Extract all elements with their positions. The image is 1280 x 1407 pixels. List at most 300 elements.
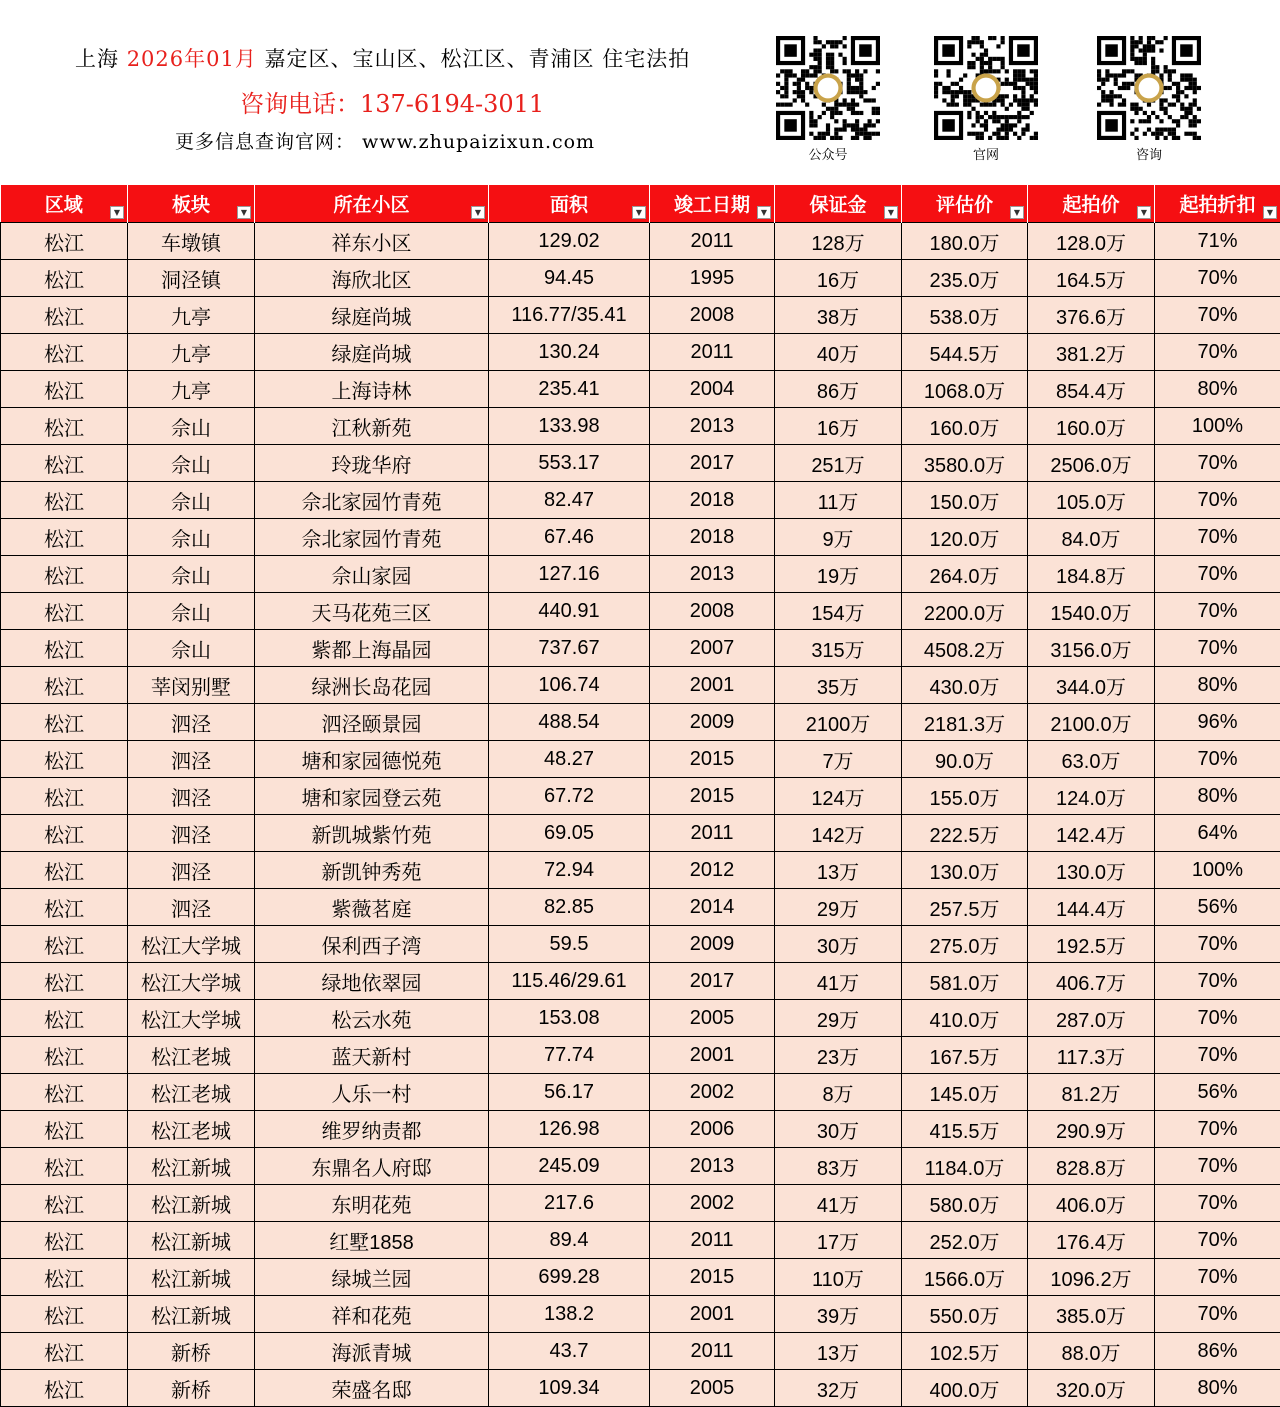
table-row bbox=[1, 1148, 1280, 1185]
column-header-label: 起拍价 bbox=[1062, 194, 1119, 216]
table-cell: 155.0万 bbox=[902, 778, 1028, 815]
table-row bbox=[1, 741, 1280, 778]
table-row bbox=[1, 445, 1280, 482]
table-cell: 松江 bbox=[1, 556, 128, 593]
table-cell: 松江新城 bbox=[128, 1185, 255, 1222]
table-cell: 43.7 bbox=[489, 1333, 650, 1370]
table-cell: 1566.0万 bbox=[902, 1259, 1028, 1296]
table-cell: 松江老城 bbox=[128, 1074, 255, 1111]
table-cell: 70% bbox=[1155, 334, 1280, 371]
table-cell: 1096.2万 bbox=[1028, 1259, 1155, 1296]
table-cell: 松江 bbox=[1, 223, 128, 260]
table-cell: 70% bbox=[1155, 482, 1280, 519]
table-cell: 30万 bbox=[775, 1111, 902, 1148]
column-header bbox=[902, 185, 1028, 223]
table-cell: 580.0万 bbox=[902, 1185, 1028, 1222]
column-header bbox=[489, 185, 650, 223]
table-body bbox=[1, 223, 1280, 1407]
table-cell: 2100.0万 bbox=[1028, 704, 1155, 741]
table-cell: 16万 bbox=[775, 260, 902, 297]
table-row bbox=[1, 408, 1280, 445]
table-cell: 83万 bbox=[775, 1148, 902, 1185]
table-cell: 东明花苑 bbox=[255, 1185, 489, 1222]
table-cell: 102.5万 bbox=[902, 1333, 1028, 1370]
table-cell: 2017 bbox=[650, 445, 775, 482]
table-cell: 紫薇茗庭 bbox=[255, 889, 489, 926]
page-header bbox=[0, 0, 1280, 185]
table-row bbox=[1, 1111, 1280, 1148]
table-cell: 70% bbox=[1155, 1148, 1280, 1185]
table-cell: 80% bbox=[1155, 778, 1280, 815]
table-cell: 泗泾 bbox=[128, 778, 255, 815]
table-cell: 71% bbox=[1155, 223, 1280, 260]
table-cell: 2013 bbox=[650, 408, 775, 445]
table-row bbox=[1, 667, 1280, 704]
table-cell: 松江 bbox=[1, 778, 128, 815]
table-cell: 2009 bbox=[650, 704, 775, 741]
table-cell: 1068.0万 bbox=[902, 371, 1028, 408]
table-cell: 245.09 bbox=[489, 1148, 650, 1185]
table-cell: 2011 bbox=[650, 1222, 775, 1259]
table-row bbox=[1, 1296, 1280, 1333]
table-cell: 天马花苑三区 bbox=[255, 593, 489, 630]
table-cell: 70% bbox=[1155, 519, 1280, 556]
column-header bbox=[255, 185, 489, 223]
table-cell: 80% bbox=[1155, 1370, 1280, 1407]
filter-dropdown-icon[interactable]: ▼ bbox=[471, 206, 485, 219]
table-cell: 82.47 bbox=[489, 482, 650, 519]
table-cell: 蓝天新村 bbox=[255, 1037, 489, 1074]
table-cell: 38万 bbox=[775, 297, 902, 334]
table-cell: 82.85 bbox=[489, 889, 650, 926]
title-suffix: 嘉定区、宝山区、松江区、青浦区 住宅法拍 bbox=[265, 47, 691, 71]
table-cell: 松江 bbox=[1, 852, 128, 889]
table-cell: 2005 bbox=[650, 1370, 775, 1407]
table-cell: 100% bbox=[1155, 852, 1280, 889]
table-cell: 32万 bbox=[775, 1370, 902, 1407]
table-cell: 车墩镇 bbox=[128, 223, 255, 260]
table-cell: 松江 bbox=[1, 519, 128, 556]
table-cell: 124.0万 bbox=[1028, 778, 1155, 815]
table-cell: 40万 bbox=[775, 334, 902, 371]
table-row bbox=[1, 852, 1280, 889]
table-cell: 109.34 bbox=[489, 1370, 650, 1407]
table-cell: 泗泾 bbox=[128, 852, 255, 889]
column-header-label: 板块 bbox=[172, 194, 210, 216]
table-cell: 16万 bbox=[775, 408, 902, 445]
table-cell: 90.0万 bbox=[902, 741, 1028, 778]
table-cell: 松江 bbox=[1, 1185, 128, 1222]
table-row bbox=[1, 704, 1280, 741]
table-cell: 松江 bbox=[1, 630, 128, 667]
table-row bbox=[1, 1074, 1280, 1111]
table-cell: 70% bbox=[1155, 926, 1280, 963]
table-cell: 2011 bbox=[650, 1333, 775, 1370]
table-cell: 佘山 bbox=[128, 593, 255, 630]
table-row bbox=[1, 371, 1280, 408]
qr-code-icon bbox=[1097, 36, 1201, 140]
column-header bbox=[650, 185, 775, 223]
column-header-label: 面积 bbox=[550, 194, 588, 216]
table-cell: 39万 bbox=[775, 1296, 902, 1333]
table-cell: 138.2 bbox=[489, 1296, 650, 1333]
table-cell: 佘山 bbox=[128, 556, 255, 593]
filter-dropdown-icon[interactable]: ▼ bbox=[1263, 206, 1277, 219]
table-cell: 290.9万 bbox=[1028, 1111, 1155, 1148]
table-cell: 松江 bbox=[1, 1259, 128, 1296]
table-cell: 115.46/29.61 bbox=[489, 963, 650, 1000]
table-cell: 九亭 bbox=[128, 297, 255, 334]
qr-consult[interactable] bbox=[1097, 36, 1201, 163]
table-cell: 泗泾 bbox=[128, 704, 255, 741]
table-cell: 松江新城 bbox=[128, 1222, 255, 1259]
table-cell: 252.0万 bbox=[902, 1222, 1028, 1259]
table-cell: 160.0万 bbox=[1028, 408, 1155, 445]
table-cell: 41万 bbox=[775, 963, 902, 1000]
table-cell: 2011 bbox=[650, 334, 775, 371]
table-cell: 2017 bbox=[650, 963, 775, 1000]
qr-official-account[interactable] bbox=[776, 36, 880, 163]
table-cell: 89.4 bbox=[489, 1222, 650, 1259]
table-cell: 145.0万 bbox=[902, 1074, 1028, 1111]
filter-dropdown-icon[interactable]: ▼ bbox=[1137, 206, 1151, 219]
column-header-label: 区域 bbox=[45, 194, 83, 216]
table-cell: 415.5万 bbox=[902, 1111, 1028, 1148]
table-cell: 160.0万 bbox=[902, 408, 1028, 445]
table-cell: 松江老城 bbox=[128, 1037, 255, 1074]
table-cell: 2200.0万 bbox=[902, 593, 1028, 630]
column-header-label: 竣工日期 bbox=[674, 194, 750, 216]
table-cell: 松江 bbox=[1, 593, 128, 630]
table-cell: 新凯城紫竹苑 bbox=[255, 815, 489, 852]
table-cell: 77.74 bbox=[489, 1037, 650, 1074]
table-cell: 2009 bbox=[650, 926, 775, 963]
table-cell: 737.67 bbox=[489, 630, 650, 667]
table-cell: 绿洲长岛花园 bbox=[255, 667, 489, 704]
table-cell: 人乐一村 bbox=[255, 1074, 489, 1111]
table-cell: 142万 bbox=[775, 815, 902, 852]
table-cell: 381.2万 bbox=[1028, 334, 1155, 371]
table-cell: 544.5万 bbox=[902, 334, 1028, 371]
table-cell: 440.91 bbox=[489, 593, 650, 630]
column-header bbox=[128, 185, 255, 223]
table-cell: 550.0万 bbox=[902, 1296, 1028, 1333]
table-cell: 松江新城 bbox=[128, 1296, 255, 1333]
filter-dropdown-icon[interactable]: ▼ bbox=[1010, 206, 1024, 219]
table-header-row bbox=[1, 185, 1280, 223]
column-header-label: 评估价 bbox=[936, 194, 993, 216]
table-cell: 松江 bbox=[1, 260, 128, 297]
table-cell: 泗泾 bbox=[128, 741, 255, 778]
table-cell: 127.16 bbox=[489, 556, 650, 593]
table-cell: 126.98 bbox=[489, 1111, 650, 1148]
table-cell: 142.4万 bbox=[1028, 815, 1155, 852]
table-cell: 海欣北区 bbox=[255, 260, 489, 297]
table-row bbox=[1, 519, 1280, 556]
table-cell: 385.0万 bbox=[1028, 1296, 1155, 1333]
table-cell: 海派青城 bbox=[255, 1333, 489, 1370]
table-cell: 105.0万 bbox=[1028, 482, 1155, 519]
table-cell: 48.27 bbox=[489, 741, 650, 778]
table-cell: 144.4万 bbox=[1028, 889, 1155, 926]
table-cell: 松江 bbox=[1, 1074, 128, 1111]
table-cell: 佘北家园竹青苑 bbox=[255, 482, 489, 519]
table-cell: 松江 bbox=[1, 1296, 128, 1333]
table-cell: 164.5万 bbox=[1028, 260, 1155, 297]
table-cell: 新桥 bbox=[128, 1370, 255, 1407]
table-cell: 153.08 bbox=[489, 1000, 650, 1037]
table-cell: 泗泾颐景园 bbox=[255, 704, 489, 741]
table-cell: 406.7万 bbox=[1028, 963, 1155, 1000]
table-cell: 150.0万 bbox=[902, 482, 1028, 519]
table-cell: 67.46 bbox=[489, 519, 650, 556]
table-row bbox=[1, 1259, 1280, 1296]
auction-table bbox=[0, 185, 1280, 1407]
table-cell: 251万 bbox=[775, 445, 902, 482]
filter-dropdown-icon[interactable]: ▼ bbox=[110, 206, 124, 219]
table-cell: 松江 bbox=[1, 963, 128, 1000]
table-cell: 洞泾镇 bbox=[128, 260, 255, 297]
table-cell: 8万 bbox=[775, 1074, 902, 1111]
table-cell: 松江 bbox=[1, 1037, 128, 1074]
table-cell: 130.24 bbox=[489, 334, 650, 371]
table-cell: 35万 bbox=[775, 667, 902, 704]
table-cell: 2008 bbox=[650, 593, 775, 630]
table-cell: 180.0万 bbox=[902, 223, 1028, 260]
table-cell: 松江 bbox=[1, 1148, 128, 1185]
table-cell: 264.0万 bbox=[902, 556, 1028, 593]
table-cell: 松江新城 bbox=[128, 1148, 255, 1185]
table-cell: 128.0万 bbox=[1028, 223, 1155, 260]
table-cell: 2014 bbox=[650, 889, 775, 926]
table-cell: 江秋新苑 bbox=[255, 408, 489, 445]
filter-dropdown-icon[interactable]: ▼ bbox=[237, 206, 251, 219]
table-cell: 荣盛名邸 bbox=[255, 1370, 489, 1407]
table-cell: 406.0万 bbox=[1028, 1185, 1155, 1222]
table-cell: 699.28 bbox=[489, 1259, 650, 1296]
table-row bbox=[1, 1333, 1280, 1370]
table-cell: 2015 bbox=[650, 1259, 775, 1296]
table-cell: 2002 bbox=[650, 1185, 775, 1222]
table-cell: 23万 bbox=[775, 1037, 902, 1074]
table-cell: 120.0万 bbox=[902, 519, 1028, 556]
page-title bbox=[75, 43, 690, 73]
table-cell: 2002 bbox=[650, 1074, 775, 1111]
table-row bbox=[1, 297, 1280, 334]
table-cell: 117.3万 bbox=[1028, 1037, 1155, 1074]
table-cell: 29万 bbox=[775, 889, 902, 926]
title-date: 2026年01月 bbox=[127, 47, 257, 71]
table-cell: 2015 bbox=[650, 778, 775, 815]
table-cell: 130.0万 bbox=[1028, 852, 1155, 889]
table-cell: 70% bbox=[1155, 630, 1280, 667]
table-cell: 2008 bbox=[650, 297, 775, 334]
table-cell: 222.5万 bbox=[902, 815, 1028, 852]
table-cell: 松云水苑 bbox=[255, 1000, 489, 1037]
table-cell: 绿庭尚城 bbox=[255, 297, 489, 334]
table-cell: 2013 bbox=[650, 556, 775, 593]
table-cell: 410.0万 bbox=[902, 1000, 1028, 1037]
table-cell: 400.0万 bbox=[902, 1370, 1028, 1407]
table-cell: 佘山 bbox=[128, 408, 255, 445]
table-cell: 2015 bbox=[650, 741, 775, 778]
table-cell: 106.74 bbox=[489, 667, 650, 704]
table-cell: 松江大学城 bbox=[128, 963, 255, 1000]
table-cell: 松江老城 bbox=[128, 1111, 255, 1148]
table-cell: 70% bbox=[1155, 1037, 1280, 1074]
table-cell: 2011 bbox=[650, 223, 775, 260]
qr-code-icon bbox=[776, 36, 880, 140]
filter-dropdown-icon[interactable]: ▼ bbox=[884, 206, 898, 219]
table-cell: 松江 bbox=[1, 371, 128, 408]
table-cell: 116.77/35.41 bbox=[489, 297, 650, 334]
table-cell: 4508.2万 bbox=[902, 630, 1028, 667]
table-cell: 86万 bbox=[775, 371, 902, 408]
table-cell: 130.0万 bbox=[902, 852, 1028, 889]
table-row bbox=[1, 963, 1280, 1000]
table-cell: 2001 bbox=[650, 1296, 775, 1333]
table-cell: 86% bbox=[1155, 1333, 1280, 1370]
table-cell: 2018 bbox=[650, 482, 775, 519]
table-cell: 泗泾 bbox=[128, 889, 255, 926]
table-cell: 59.5 bbox=[489, 926, 650, 963]
table-cell: 854.4万 bbox=[1028, 371, 1155, 408]
table-row bbox=[1, 630, 1280, 667]
table-row bbox=[1, 1000, 1280, 1037]
table-cell: 松江 bbox=[1, 445, 128, 482]
table-cell: 绿地依翠园 bbox=[255, 963, 489, 1000]
table-cell: 320.0万 bbox=[1028, 1370, 1155, 1407]
table-cell: 2018 bbox=[650, 519, 775, 556]
table-cell: 553.17 bbox=[489, 445, 650, 482]
table-cell: 泗泾 bbox=[128, 815, 255, 852]
table-cell: 松江 bbox=[1, 667, 128, 704]
table-row bbox=[1, 1370, 1280, 1407]
table-cell: 70% bbox=[1155, 1222, 1280, 1259]
table-cell: 828.8万 bbox=[1028, 1148, 1155, 1185]
table-cell: 70% bbox=[1155, 741, 1280, 778]
column-header-label: 所在小区 bbox=[333, 194, 409, 216]
title-prefix: 上海 bbox=[75, 47, 119, 71]
table-cell: 184.8万 bbox=[1028, 556, 1155, 593]
table-cell: 绿庭尚城 bbox=[255, 334, 489, 371]
table-cell: 17万 bbox=[775, 1222, 902, 1259]
table-cell: 124万 bbox=[775, 778, 902, 815]
filter-dropdown-icon[interactable]: ▼ bbox=[632, 206, 646, 219]
table-cell: 绿城兰园 bbox=[255, 1259, 489, 1296]
table-cell: 80% bbox=[1155, 667, 1280, 704]
table-cell: 88.0万 bbox=[1028, 1333, 1155, 1370]
consult-phone: 咨询电话：137-6194-3011 bbox=[240, 84, 544, 119]
table-cell: 松江 bbox=[1, 926, 128, 963]
table-cell: 41万 bbox=[775, 1185, 902, 1222]
table-cell: 新凯钟秀苑 bbox=[255, 852, 489, 889]
table-cell: 松江 bbox=[1, 297, 128, 334]
table-cell: 30万 bbox=[775, 926, 902, 963]
table-cell: 100% bbox=[1155, 408, 1280, 445]
table-cell: 2012 bbox=[650, 852, 775, 889]
filter-dropdown-icon[interactable]: ▼ bbox=[757, 206, 771, 219]
table-cell: 松江 bbox=[1, 815, 128, 852]
column-header bbox=[775, 185, 902, 223]
table-cell: 佘山 bbox=[128, 482, 255, 519]
table-cell: 344.0万 bbox=[1028, 667, 1155, 704]
table-cell: 2011 bbox=[650, 815, 775, 852]
table-cell: 东鼎名人府邸 bbox=[255, 1148, 489, 1185]
table-cell: 176.4万 bbox=[1028, 1222, 1155, 1259]
table-row bbox=[1, 1185, 1280, 1222]
table-cell: 70% bbox=[1155, 963, 1280, 1000]
table-cell: 2007 bbox=[650, 630, 775, 667]
table-cell: 376.6万 bbox=[1028, 297, 1155, 334]
table-cell: 538.0万 bbox=[902, 297, 1028, 334]
table-cell: 保利西子湾 bbox=[255, 926, 489, 963]
table-cell: 56% bbox=[1155, 1074, 1280, 1111]
table-cell: 488.54 bbox=[489, 704, 650, 741]
qr-caption: 公众号 bbox=[776, 144, 880, 163]
table-cell: 110万 bbox=[775, 1259, 902, 1296]
table-cell: 佘山 bbox=[128, 519, 255, 556]
table-cell: 19万 bbox=[775, 556, 902, 593]
table-cell: 松江 bbox=[1, 1111, 128, 1148]
table-cell: 56.17 bbox=[489, 1074, 650, 1111]
column-header-label: 保证金 bbox=[809, 194, 866, 216]
table-row bbox=[1, 889, 1280, 926]
table-cell: 70% bbox=[1155, 556, 1280, 593]
table-cell: 70% bbox=[1155, 1296, 1280, 1333]
table-cell: 松江大学城 bbox=[128, 1000, 255, 1037]
table-cell: 167.5万 bbox=[902, 1037, 1028, 1074]
table-cell: 1184.0万 bbox=[902, 1148, 1028, 1185]
table-cell: 70% bbox=[1155, 260, 1280, 297]
qr-website[interactable] bbox=[934, 36, 1038, 163]
table-cell: 3156.0万 bbox=[1028, 630, 1155, 667]
table-cell: 九亭 bbox=[128, 334, 255, 371]
table-cell: 70% bbox=[1155, 1185, 1280, 1222]
table-cell: 九亭 bbox=[128, 371, 255, 408]
table-cell: 2181.3万 bbox=[902, 704, 1028, 741]
table-cell: 2506.0万 bbox=[1028, 445, 1155, 482]
table-cell: 235.41 bbox=[489, 371, 650, 408]
table-cell: 81.2万 bbox=[1028, 1074, 1155, 1111]
table-cell: 430.0万 bbox=[902, 667, 1028, 704]
table-cell: 佘山 bbox=[128, 445, 255, 482]
table-cell: 217.6 bbox=[489, 1185, 650, 1222]
table-cell: 紫都上海晶园 bbox=[255, 630, 489, 667]
table-cell: 287.0万 bbox=[1028, 1000, 1155, 1037]
table-cell: 70% bbox=[1155, 1000, 1280, 1037]
table-cell: 松江大学城 bbox=[128, 926, 255, 963]
qr-code-icon bbox=[934, 36, 1038, 140]
table-cell: 莘闵别墅 bbox=[128, 667, 255, 704]
qr-caption: 官网 bbox=[934, 144, 1038, 163]
table-cell: 133.98 bbox=[489, 408, 650, 445]
table-cell: 315万 bbox=[775, 630, 902, 667]
table-cell: 275.0万 bbox=[902, 926, 1028, 963]
qr-caption: 咨询 bbox=[1097, 144, 1201, 163]
table-cell: 松江 bbox=[1, 889, 128, 926]
table-cell: 70% bbox=[1155, 1259, 1280, 1296]
table-cell: 94.45 bbox=[489, 260, 650, 297]
table-cell: 29万 bbox=[775, 1000, 902, 1037]
table-row bbox=[1, 926, 1280, 963]
table-cell: 84.0万 bbox=[1028, 519, 1155, 556]
table-cell: 7万 bbox=[775, 741, 902, 778]
table-cell: 松江 bbox=[1, 1370, 128, 1407]
table-cell: 松江 bbox=[1, 408, 128, 445]
table-cell: 11万 bbox=[775, 482, 902, 519]
table-cell: 松江 bbox=[1, 1333, 128, 1370]
